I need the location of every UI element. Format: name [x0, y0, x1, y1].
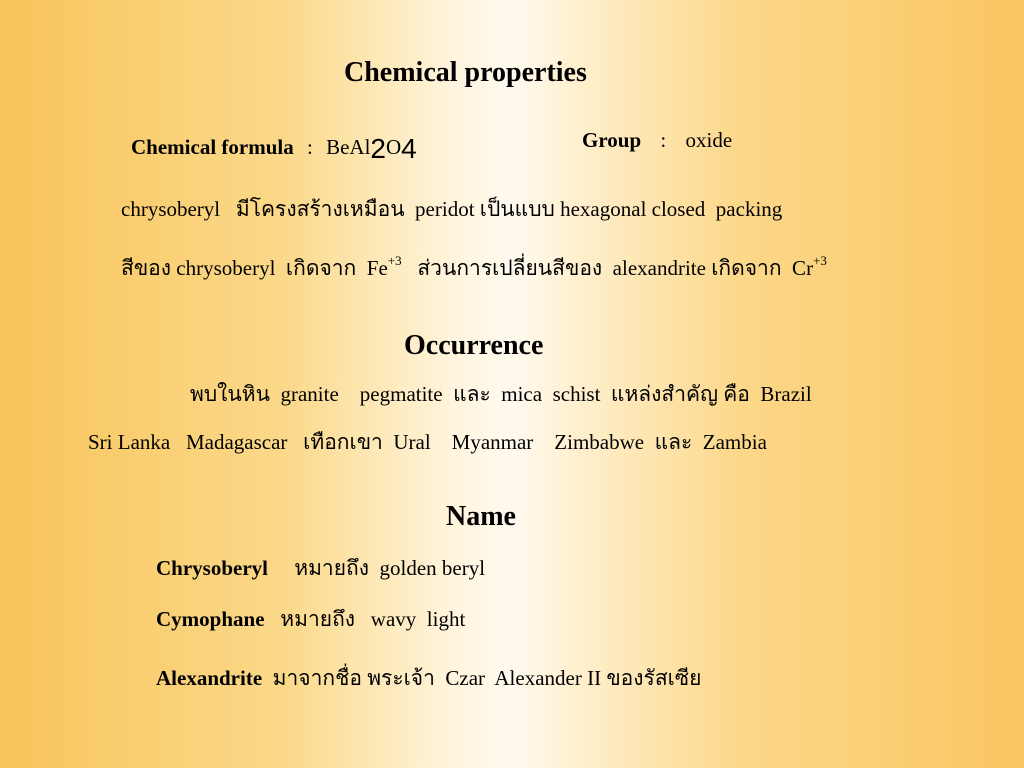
name-meaning: หมายถึง wavy light: [264, 607, 466, 631]
formula-label: Chemical formula: [131, 135, 294, 159]
color-text-part1: สีของ chrysoberyl เกิดจาก Fe: [121, 256, 388, 280]
formula-line: [131, 128, 417, 162]
chemical-properties-heading: Chemical properties: [344, 57, 587, 88]
formula-colon: :: [306, 135, 313, 159]
name-meaning: หมายถึง golden beryl: [268, 556, 486, 580]
formula-value: [326, 133, 417, 164]
name-item-alexandrite: [156, 666, 701, 691]
color-text-part2: ส่วนการเปลี่ยนสีของ alexandrite เกิดจาก Cr: [401, 256, 814, 280]
name-item-cymophane: [156, 607, 465, 632]
formula-subscript-4: 4: [401, 133, 417, 164]
name-term: Chrysoberyl: [156, 556, 268, 580]
group-line: [582, 128, 732, 153]
formula-subscript-2: 2: [370, 133, 386, 164]
name-term: Cymophane: [156, 607, 265, 631]
color-text: [121, 253, 827, 281]
name-heading: Name: [446, 501, 516, 532]
group-value: oxide: [685, 128, 733, 152]
group-colon: :: [660, 128, 667, 152]
occurrence-line-1: พบในหิน granite pegmatite และ mica schist แหล่งสำคัญ คือ Brazil: [190, 382, 812, 406]
formula-oxygen: O: [385, 135, 402, 159]
structure-text: chrysoberyl มีโครงสร้างเหมือน peridot เป็นแบบ hexagonal closed packing: [121, 197, 783, 221]
occurrence-line-2: Sri Lanka Madagascar เทือกเขา Ural Myanmar Zimbabwe และ Zambia: [88, 430, 767, 454]
occurrence-heading: Occurrence: [404, 330, 544, 361]
name-term: Alexandrite: [156, 666, 263, 690]
name-meaning: มาจากชื่อ พระเจ้า Czar Alexander II ของรัสเซีย: [262, 666, 702, 690]
cr-charge: +3: [813, 253, 827, 268]
name-item-chrysoberyl: [156, 556, 485, 581]
fe-charge: +3: [387, 253, 402, 268]
formula-prefix: BeAl: [326, 135, 371, 159]
group-label: Group: [582, 128, 642, 152]
